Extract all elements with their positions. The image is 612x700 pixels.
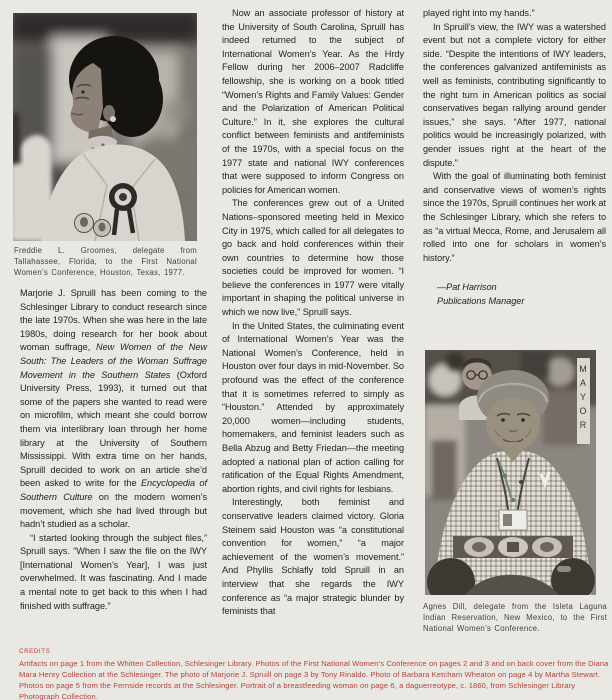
article-paragraph: “I started looking through the subject files,” Spruill says. “When I saw the file on the IWY [International Women’s Year], I was just overwhelmed. It was fascinating. And I made a mental note to get back to this when I had finished with suffrage.” bbox=[20, 532, 207, 611]
byline-author: —Pat Harrison bbox=[437, 282, 497, 293]
photo-freddie-groomes bbox=[13, 13, 197, 241]
article-paragraph: Interestingly, both feminist and conservative leaders claimed victory. Gloria Steinem said Houston was “a constitutional convention for women,” “a major achievement of the women’s movement.” And Phyllis Schlafly told Spruill in an interview that she regards the IWY conference as “a major strategic blunder by feminists that bbox=[222, 497, 404, 617]
credits-text: Artifacts on page 1 from the Whitten Collection, Schlesinger Library. Photos of the First National Women’s Conference on pages 2 and 3 and on back cover from the Diana Mara Henry Collection at the Schlesinger. The photo of Marjorie J. Spruill on page 3 by Tony Rinaldo. Photo of Barbara Ketcham Wheaton on page 4 by Martha Stewart. Photos on page 5 from the Fernside records at the Schlesinger. Portrait of a breastfeeding woman on page 6, a daguerreotype, c. 1860, from Schlesinger Library Photograph Collection. bbox=[19, 658, 609, 700]
byline bbox=[437, 281, 606, 308]
caption-freddie-groomes: Freddie L. Groomes, delegate from Tallahassee, Florida, to the First National Women’s Conference, Houston, Texas, 1977. bbox=[14, 246, 197, 277]
svg-text:Y: Y bbox=[579, 392, 587, 402]
byline-role: Publications Manager bbox=[437, 295, 525, 306]
svg-text:M: M bbox=[579, 364, 587, 374]
book-title-italic: Encyclopedia of Southern Culture bbox=[20, 478, 207, 502]
article-column-3 bbox=[423, 7, 606, 308]
credits-block bbox=[19, 648, 609, 700]
paragraph-segment: Marjorie J. Spruill has been coming to the Schlesinger Library to conduct research since the late 1970s. When she was here in the late 1980s, doing research for her book about woman suffrage, bbox=[20, 288, 207, 353]
article-paragraph: In the United States, the culminating event of International Women’s Year was the National Women’s Conference, held in Houston over four days in mid-November. So profound was the effect of the conference that it is sometimes referred to simply as “Houston.” Attended by approximately 20,000 women—including students, homemakers, and feminist leaders such as Bella Abzug and Betty Friedan—the meeting adopted a national plan of action calling for ratification of the Equal Rights Amendment, abortion rights, and civil rights for lesbians. bbox=[222, 320, 404, 494]
article-column-2 bbox=[222, 7, 404, 619]
article-paragraph: With the goal of illuminating both feminist and conservative views of women’s rights since the 1970s, Spruill continues her work at the Schlesinger Library, which she refers to as “a virtual Mecca, Rome, and Jerusalem all rolled into one for scholars in women’s history.” bbox=[423, 171, 606, 263]
article-column-1 bbox=[20, 287, 207, 613]
photo-freddie-groomes-illustration bbox=[13, 13, 197, 241]
article-paragraph bbox=[20, 287, 207, 532]
caption-agnes-dill: Agnes Dill, delegate from the Isleta Laguna Indian Reservation, New Mexico, to the First National Women’s Conference. bbox=[423, 602, 607, 633]
svg-text:O: O bbox=[579, 406, 587, 416]
paragraph-segment: on the modern women’s movement, which she had lived through but hadn’t studied as a scholar. bbox=[20, 491, 207, 530]
svg-text:A: A bbox=[579, 378, 587, 388]
vertical-ribbon bbox=[577, 358, 590, 444]
photo-agnes-dill-illustration bbox=[425, 350, 596, 595]
article-paragraph: The conferences grew out of a United Nations–sponsored meeting held in Mexico City in 1975, which called for all delegates to go back and hold conferences within their own countries to determine how those societies could be improved for women. “I believe the conferences in 1977 were vitally important in shaping the political universe in which we now live,” Spruill says. bbox=[222, 198, 404, 318]
paragraph-segment: (Oxford University Press, 1993), it turned out that some of the papers she wanted to read were on microfilm, which meant she could borrow them via interlibrary loan through her home library at the University of Southern Mississippi. With extra time on her hands, Spruill decided to work on an article she’d been asked to write for the bbox=[20, 369, 207, 489]
credits-label: CREDITS bbox=[19, 648, 51, 655]
photo-agnes-dill bbox=[425, 350, 596, 595]
article-paragraph: In Spruill’s view, the IWY was a watershed event but not a complete victory for either side. “Despite the intentions of IWY leaders, the conferences galvanized antifeminists as well as feminists, contributing significantly to the right turn in American politics as social conservatives began rallying around gender issues,” she says. “After 1977, national politics would be increasingly polarized, with gender issues right at the heart of the dispute.” bbox=[423, 21, 606, 168]
svg-text:R: R bbox=[579, 420, 587, 430]
article-paragraph: played right into my hands.” bbox=[423, 8, 535, 18]
book-title-italic: New Women of the New South: The Leaders of the Woman Suffrage Movement in the Southern States bbox=[20, 342, 207, 380]
article-paragraph: Now an associate professor of history at the University of South Carolina, Spruill has indeed returned to the subject of International Women’s Year. As the Hrdy Fellow during her 2006–2007 Radcliffe fellowship, she is working on a book titled “Women’s Rights and Family Values: Gender and the Polarization of American Political Culture.” In it, she explores the cultural conflict between feminists and antifeminists of the 1970s, with a special focus on the 1977 state and national IWY conferences that were supposed to inform Congress on policies for American women. bbox=[222, 8, 404, 195]
